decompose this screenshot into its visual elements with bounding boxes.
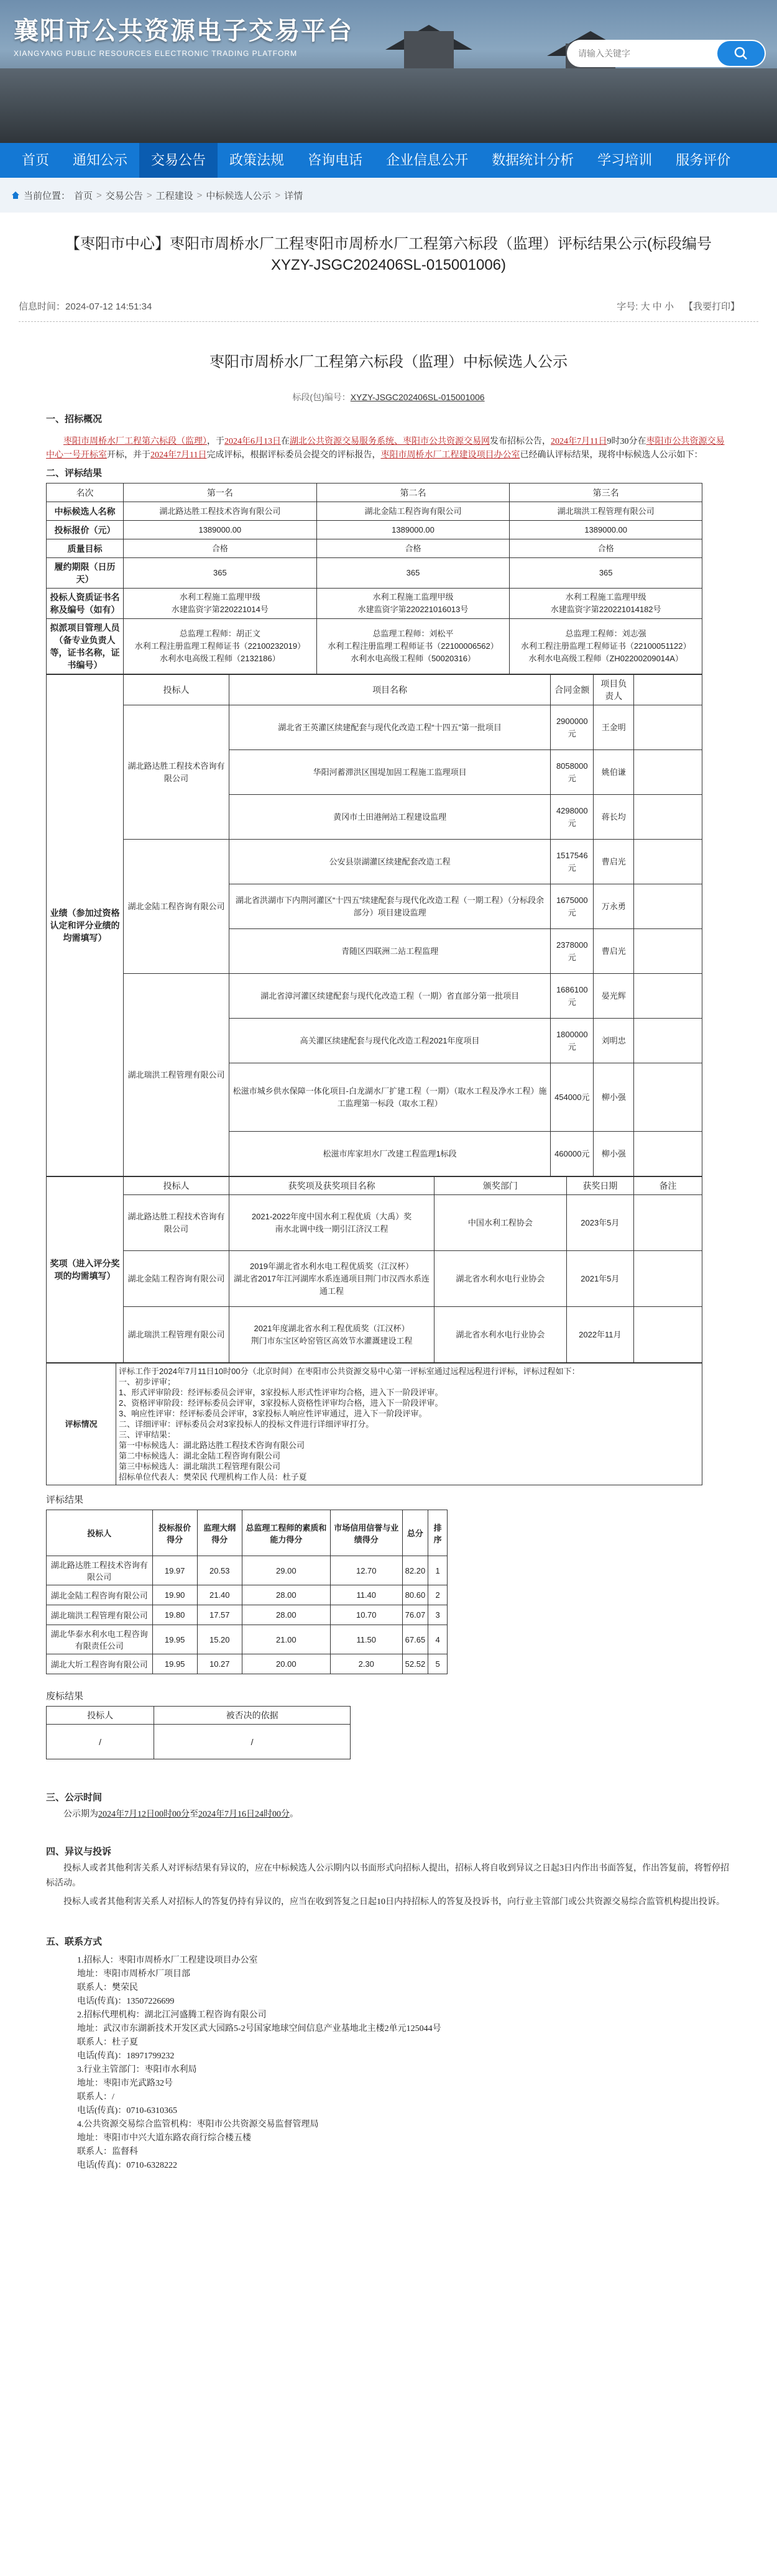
award-name: 2021年度湖北省水利工程优质奖（江汉杯） 荆门市东宝区岭窑管区高效节水灌溉建设工程	[229, 1307, 434, 1363]
performance-table	[46, 674, 702, 1176]
empty-cell	[634, 750, 702, 795]
nav-company-info[interactable]: 企业信息公开	[386, 152, 469, 168]
empty-cell	[634, 795, 702, 840]
awards-label: 奖项（进入评分奖项的均需填写）	[47, 1177, 124, 1363]
table-cell: 合格	[316, 539, 510, 558]
table-header: 投标人	[124, 675, 229, 705]
table-cell: 1389000.00	[124, 521, 317, 539]
contract-amount: 8058000元	[551, 750, 594, 795]
table-cell: 365	[316, 558, 510, 589]
contract-amount: 1686100元	[551, 974, 594, 1019]
project-lead: 曹启光	[594, 840, 634, 884]
contract-amount: 2378000元	[551, 929, 594, 974]
table-header: 投标人	[124, 1177, 229, 1195]
project-name: 湖北省洪湖市下内荆河灌区“十四五”续建配套与现代化改造工程（一期工程）（分标段余部分）项目建设监理	[229, 884, 551, 929]
contact-line: 地址：武汉市东湖新技术开发区武大园路5-2号国家地球空间信息产业基地北主楼2单元125044号	[77, 2024, 441, 2033]
table-row	[47, 1195, 702, 1251]
intro-paragraph	[46, 435, 731, 462]
table-header	[634, 675, 702, 705]
table-header: 投标报价得分	[152, 1510, 197, 1556]
table-header: 第三名	[510, 484, 702, 502]
breadcrumb-sep: >	[96, 190, 102, 201]
score-cell: 21.40	[197, 1585, 242, 1605]
table-header: 市场信用信誉与业绩得分	[330, 1510, 402, 1556]
nav-announcements[interactable]: 交易公告	[139, 143, 218, 178]
score-cell: 19.95	[152, 1625, 197, 1654]
table-header: 获奖日期	[566, 1177, 633, 1195]
venue: 枣阳市公共资源交易中心一号开标室	[46, 437, 725, 460]
breadcrumb-home[interactable]: 首页	[74, 190, 93, 201]
score-cell: 21.00	[242, 1625, 330, 1654]
score-cell: 2	[428, 1585, 448, 1605]
table-header: 第二名	[316, 484, 510, 502]
project-lead: 柳小强	[594, 1132, 634, 1176]
section-heading: 四、异议与投诉	[46, 1847, 112, 1857]
review-line: 3、响应性评审：经评标委员会评审，3家投标人响应性评审通过，进入下一阶段评审。	[119, 1409, 427, 1418]
table-cell: 水利工程施工监理甲级 水建监资字第220221014号	[124, 589, 317, 619]
complaint-paragraph: 投标人或者其他利害关系人对招标人的答复仍持有异议的，应当在收到答复之日起10日内持招标人的答复及投诉书，向行业主管部门或公共资源交易综合监管机构提出投诉。	[63, 1897, 725, 1907]
nav-notices[interactable]: 通知公示	[73, 152, 128, 168]
publish-platform: 湖北公共资源交易服务系统、枣阳市公共资源交易网	[290, 437, 490, 446]
score-cell: 2.30	[330, 1654, 402, 1674]
contact-line: 3.行业主管部门：枣阳市水利局	[77, 2065, 197, 2074]
void-reason: /	[154, 1725, 351, 1759]
row-label: 投标人资质证书名称及编号（如有）	[47, 589, 124, 619]
empty-cell	[634, 1019, 702, 1063]
section-heading: 五、联系方式	[46, 1937, 103, 1947]
city-skyline	[0, 68, 777, 143]
table-row	[47, 1585, 448, 1605]
text: 。	[290, 1810, 298, 1819]
home-icon	[11, 191, 20, 199]
site-logo[interactable]	[14, 11, 353, 58]
font-small-button[interactable]: 小	[664, 301, 674, 312]
table-cell: 总监理工程师：刘志强 水利工程注册监理工程师证书（22100051122） 水利水电高级工程师（ZH02200209014A）	[510, 619, 702, 674]
candidates-table	[46, 483, 702, 674]
table-cell: 1389000.00	[510, 521, 702, 539]
project-lead: 王金明	[594, 705, 634, 750]
font-medium-button[interactable]: 中	[652, 301, 662, 312]
score-cell: 52.52	[402, 1654, 428, 1674]
bidder-name: 湖北金陆工程咨询有限公司	[47, 1585, 153, 1605]
code-value: XYZY-JSGC202406SL-015001006	[350, 392, 485, 402]
table-header: 项目负责人	[594, 675, 634, 705]
project-name: 公安县崇湖灌区续建配套改造工程	[229, 840, 551, 884]
project-name: 松滋市城乡供水保障一体化项目-白龙湖水厂扩建工程（一期）（取水工程及净水工程）施工监理第一标段（取水工程）	[229, 1063, 551, 1132]
project-lead: 晏光辉	[594, 974, 634, 1019]
contract-amount: 2900000元	[551, 705, 594, 750]
review-line: 2、资格评审阶段：经评标委员会评审，3家投标人资格性评审均合格，进入下一阶段评审。	[119, 1398, 443, 1408]
contact-line: 联系人：监督科	[77, 2147, 138, 2157]
nav-statistics[interactable]: 数据统计分析	[492, 152, 574, 168]
project-name: 高关灌区续建配套与现代化改造工程2021年度项目	[229, 1019, 551, 1063]
table-header: 第一名	[124, 484, 317, 502]
score-cell: 20.00	[242, 1654, 330, 1674]
table-cell: 水利工程施工监理甲级 水建监资字第220221014182号	[510, 589, 702, 619]
table-header: 合同金额	[551, 675, 594, 705]
search-box	[567, 40, 766, 67]
row-label: 质量目标	[47, 539, 124, 558]
publicity-period	[46, 1807, 731, 1822]
void-table	[46, 1706, 351, 1759]
bidder-name: 湖北金陆工程咨询有限公司	[124, 840, 229, 974]
nav-training[interactable]: 学习培训	[597, 152, 653, 168]
contact-line: 电话(传真)：13507226699	[77, 1997, 175, 2006]
table-cell: 1389000.00	[316, 521, 510, 539]
review-line: 招标单位代表人：樊荣民 代理机构工作人员：杜子夏	[119, 1472, 307, 1482]
score-cell: 1	[428, 1556, 448, 1585]
table-header: 备注	[634, 1177, 702, 1195]
score-cell: 10.27	[197, 1654, 242, 1674]
table-cell: 总监理工程师：胡正文 水利工程注册监理工程师证书（22100232019） 水利水电高级工程师（2132186）	[124, 619, 317, 674]
intro-text: 已经确认评标结果，现将中标候选人公示如下：	[520, 451, 703, 460]
scores-table	[46, 1510, 448, 1674]
text: 至	[190, 1810, 198, 1819]
intro-text: 发布招标公告，	[490, 437, 551, 446]
search-icon	[734, 47, 748, 60]
table-row	[47, 521, 702, 539]
score-cell: 29.00	[242, 1556, 330, 1585]
score-cell: 5	[428, 1654, 448, 1674]
contract-amount: 1800000元	[551, 1019, 594, 1063]
score-cell: 28.00	[242, 1605, 330, 1625]
table-cell: 合格	[124, 539, 317, 558]
row-label: 履约期限（日历天）	[47, 558, 124, 589]
performance-label: 业绩（参加过资格认定和评分业绩的均需填写）	[47, 675, 124, 1176]
empty-cell	[634, 1063, 702, 1132]
bidder-name: 湖北路达胜工程技术咨询有限公司	[124, 705, 229, 840]
table-row	[47, 1251, 702, 1307]
site-subtitle: XIANGYANG PUBLIC RESOURCES ELECTRONIC TRADING PLATFORM	[14, 49, 298, 58]
table-row	[47, 1307, 702, 1363]
project-lead: 万永勇	[594, 884, 634, 929]
project-name: 湖北省王英灌区续建配套与现代化改造工程“十四五”第一批项目	[229, 705, 551, 750]
review-line: 第一中标候选人：湖北路达胜工程技术咨询有限公司	[119, 1441, 305, 1450]
section-heading: 二、评标结果	[46, 469, 103, 479]
contact-list	[77, 1954, 777, 2173]
contact-line: 地址：枣阳市周桥水厂项目部	[77, 1969, 190, 1979]
row-label: 中标候选人名称	[47, 502, 124, 521]
review-line: 1、形式评审阶段：经评标委员会评审，3家投标人形式性评审均合格，进入下一阶段评审。	[119, 1388, 443, 1397]
review-line: 二、详细评审：评标委员会对3家投标人的投标文件进行详细评审打分。	[119, 1419, 374, 1429]
breadcrumb	[0, 178, 777, 213]
contact-line: 地址：枣阳市光武路32号	[77, 2079, 173, 2088]
review-line: 评标工作于2024年7月11日10时00分（北京时间）在枣阳市公共资源交易中心第一评标室通过远程远程进行评标，评标过程如下：	[119, 1367, 580, 1376]
table-cell: 总监理工程师：刘松平 水利工程注册监理工程师证书（22100006562） 水利水电高级工程师（50020316）	[316, 619, 510, 674]
award-name: 2021-2022年度中国水利工程优质（大禹）奖 南水北调中线一期引江济汉工程	[229, 1195, 434, 1251]
table-header: 项目名称	[229, 675, 551, 705]
contract-amount: 1675000元	[551, 884, 594, 929]
review-line: 第二中标候选人：湖北金陆工程咨询有限公司	[119, 1451, 281, 1460]
section-code	[0, 391, 777, 403]
table-row	[47, 705, 702, 750]
table-cell: 湖北路达胜工程技术咨询有限公司	[124, 502, 317, 521]
score-cell: 19.90	[152, 1585, 197, 1605]
print-button[interactable]: 【我要打印】	[683, 301, 740, 312]
section-heading: 三、公示时间	[46, 1793, 103, 1803]
article-content	[0, 213, 777, 2576]
time-label: 信息时间：	[19, 301, 66, 312]
review-table	[46, 1363, 702, 1485]
review-label: 评标情况	[47, 1364, 116, 1485]
project-lead: 蒋长均	[594, 795, 634, 840]
empty-cell	[634, 1251, 702, 1307]
document-title: 枣阳市周桥水厂工程第六标段（监理）中标候选人公示	[209, 354, 568, 370]
bidder-name: 湖北路达胜工程技术咨询有限公司	[47, 1556, 153, 1585]
table-row	[47, 558, 702, 589]
contact-line: 2.招标代理机构：湖北江河盛腾工程咨询有限公司	[77, 2010, 267, 2020]
score-cell: 82.20	[402, 1556, 428, 1585]
project-name: 黄冈市土田港闸站工程建设监理	[229, 795, 551, 840]
empty-cell	[634, 1132, 702, 1176]
void-title: 废标结果	[46, 1692, 84, 1702]
intro-text: 在	[281, 437, 290, 446]
empty-cell	[634, 884, 702, 929]
award-name: 2019年湖北省水利水电工程优质奖（江汉杯） 湖北省2017年江河湖库水系连通项目荆门市汉西水系连通工程	[229, 1251, 434, 1307]
intro-text: 开标，并于	[107, 451, 150, 460]
nav-evaluation[interactable]: 服务评价	[676, 152, 731, 168]
void-head-bidder: 投标人	[47, 1707, 154, 1725]
breadcrumb-candidates[interactable]: 中标候选人公示	[206, 190, 272, 201]
bidder-name: 湖北大圻工程咨询有限公司	[47, 1654, 153, 1674]
tenderer: 枣阳市周桥水厂工程建设项目办公室	[380, 451, 520, 460]
code-label: 标段(包)编号：	[292, 392, 351, 402]
table-cell: 365	[124, 558, 317, 589]
font-large-button[interactable]: 大	[640, 301, 650, 312]
table-row	[47, 619, 702, 674]
score-cell: 28.00	[242, 1585, 330, 1605]
table-row	[47, 1654, 448, 1674]
table-row	[47, 589, 702, 619]
table-row	[47, 1605, 448, 1625]
score-cell: 20.53	[197, 1556, 242, 1585]
project-name: 华阳河蓄滞洪区围堤加固工程施工监理项目	[229, 750, 551, 795]
table-header: 投标人	[47, 1510, 153, 1556]
table-row	[47, 1625, 448, 1654]
bidder-name: 湖北瑞洪工程管理有限公司	[124, 1307, 229, 1363]
score-cell: 3	[428, 1605, 448, 1625]
project-lead: 姚伯谦	[594, 750, 634, 795]
score-cell: 19.97	[152, 1556, 197, 1585]
award-dept: 湖北省水利水电行业协会	[434, 1251, 567, 1307]
empty-cell	[634, 929, 702, 974]
empty-cell	[634, 840, 702, 884]
table-row	[47, 840, 702, 884]
bidder-name: 湖北瑞洪工程管理有限公司	[47, 1605, 153, 1625]
table-cell: 湖北瑞洪工程管理有限公司	[510, 502, 702, 521]
score-cell: 4	[428, 1625, 448, 1654]
date: 2024年6月13日	[224, 437, 281, 446]
contact-line: 电话(传真)：0710-6328222	[77, 2161, 177, 2170]
score-cell: 19.95	[152, 1654, 197, 1674]
intro-text: 9时30分在	[607, 437, 646, 446]
empty-cell	[634, 1195, 702, 1251]
score-cell: 10.70	[330, 1605, 402, 1625]
contact-line: 1.招标人：枣阳市周桥水厂工程建设项目办公室	[77, 1956, 258, 1965]
contact-line: 联系人：樊荣民	[77, 1983, 138, 1992]
score-cell: 11.50	[330, 1625, 402, 1654]
review-line: 一、初步评审；	[119, 1377, 176, 1387]
publish-time: 2024-07-12 14:51:34	[65, 301, 152, 312]
contact-line: 地址：枣阳市中兴大道东路农商行综合楼五楼	[77, 2134, 251, 2143]
contract-amount: 454000元	[551, 1063, 594, 1132]
contact-line: 电话(传真)：18971799232	[77, 2051, 175, 2061]
breadcrumb-sep: >	[196, 190, 203, 201]
table-cell: 合格	[510, 539, 702, 558]
project-name: 湖北省漳河灌区续建配套与现代化改造工程（一期）省直部分第一批项目	[229, 974, 551, 1019]
contract-amount: 1517546元	[551, 840, 594, 884]
site-title: 襄阳市公共资源电子交易平台	[14, 17, 353, 45]
breadcrumb-label: 当前位置：	[24, 190, 71, 201]
breadcrumb-sep: >	[275, 190, 281, 201]
table-row	[47, 1556, 448, 1585]
table-header: 排序	[428, 1510, 448, 1556]
score-cell: 76.07	[402, 1605, 428, 1625]
table-header: 监理大纲得分	[197, 1510, 242, 1556]
table-row	[47, 502, 702, 521]
score-cell: 15.20	[197, 1625, 242, 1654]
award-date: 2023年5月	[566, 1195, 633, 1251]
bidder-name: 湖北金陆工程咨询有限公司	[124, 1251, 229, 1307]
project-name: 松滋市库家坦水厂改建工程监理1标段	[229, 1132, 551, 1176]
bidder-name: 湖北路达胜工程技术咨询有限公司	[124, 1195, 229, 1251]
date: 2024年7月11日	[150, 451, 207, 460]
awards-table	[46, 1176, 702, 1363]
project-lead: 曹启光	[594, 929, 634, 974]
bidder-name: 湖北瑞洪工程管理有限公司	[124, 974, 229, 1176]
intro-text: 完成评标，根据评标委员会提交的评标报告，	[206, 451, 381, 460]
table-header: 总分	[402, 1510, 428, 1556]
review-line: 三、评审结果：	[119, 1430, 176, 1439]
bidder-name: 湖北华泰水利水电工程咨询有限责任公司	[47, 1625, 153, 1654]
void-head-reason: 被否决的依据	[154, 1707, 351, 1725]
page-title: 【枣阳市中心】枣阳市周桥水厂工程枣阳市周桥水厂工程第六标段（监理）评标结果公示(标段编号XYZY-JSGC202406SL-015001006)	[65, 236, 712, 273]
award-date: 2022年11月	[566, 1307, 633, 1363]
score-cell: 80.60	[402, 1585, 428, 1605]
score-cell: 11.40	[330, 1585, 402, 1605]
score-title: 评标结果	[46, 1495, 84, 1505]
font-size-label: 字号:	[617, 301, 638, 312]
article-meta	[19, 300, 758, 322]
project-name: 枣阳市周桥水厂工程第六标段（监理）	[63, 437, 207, 446]
nav-policies[interactable]: 政策法规	[229, 152, 285, 168]
date: 2024年7月11日	[551, 437, 607, 446]
review-details	[116, 1364, 702, 1485]
score-cell: 12.70	[330, 1556, 402, 1585]
breadcrumb-sep: >	[146, 190, 152, 201]
table-header: 颁奖部门	[434, 1177, 567, 1195]
score-cell: 67.65	[402, 1625, 428, 1654]
contract-amount: 4298000元	[551, 795, 594, 840]
period-end: 2024年7月16日24时00分	[198, 1810, 290, 1819]
contact-line: 联系人：/	[77, 2092, 114, 2102]
project-name: 青随区四联洲二站工程监理	[229, 929, 551, 974]
score-cell: 17.57	[197, 1605, 242, 1625]
breadcrumb-announcements[interactable]: 交易公告	[105, 190, 143, 201]
contact-line: 4.公共资源交易综合监管机构：枣阳市公共资源交易监督管理局	[77, 2120, 319, 2129]
table-cell: 水利工程施工监理甲级 水建监资字第220221016013号	[316, 589, 510, 619]
table-header: 名次	[47, 484, 124, 502]
text: 公示期为	[63, 1810, 98, 1819]
table-header: 总监理工程师的素质和能力得分	[242, 1510, 330, 1556]
contract-amount: 460000元	[551, 1132, 594, 1176]
project-lead: 刘明忠	[594, 1019, 634, 1063]
section-heading: 一、招标概况	[46, 415, 103, 424]
table-cell: 湖北金陆工程咨询有限公司	[316, 502, 510, 521]
project-lead: 柳小强	[594, 1063, 634, 1132]
contact-line: 联系人：杜子夏	[77, 2038, 138, 2047]
breadcrumb-current: 详情	[284, 190, 303, 201]
breadcrumb-construction[interactable]: 工程建设	[155, 190, 193, 201]
period-start: 2024年7月12日00时00分	[98, 1810, 190, 1819]
header-banner	[0, 0, 777, 143]
award-dept: 湖北省水利水电行业协会	[434, 1307, 567, 1363]
search-input[interactable]	[578, 48, 717, 58]
empty-cell	[634, 974, 702, 1019]
table-row	[47, 974, 702, 1019]
row-label: 投标报价（元）	[47, 521, 124, 539]
objection-paragraph: 投标人或者其他利害关系人对评标结果有异议的，应在中标候选人公示期内以书面形式向招标人提出，招标人将自收到异议之日起3日内作出书面答复，作出答复前，将暂停招标活动。	[46, 1864, 729, 1888]
search-button[interactable]	[717, 41, 765, 66]
intro-text: ，于	[207, 437, 224, 446]
award-date: 2021年5月	[566, 1251, 633, 1307]
award-dept: 中国水利工程协会	[434, 1195, 567, 1251]
table-row	[47, 539, 702, 558]
review-line: 第三中标候选人：湖北瑞洪工程管理有限公司	[119, 1462, 281, 1471]
main-nav	[0, 143, 777, 178]
nav-hotline[interactable]: 咨询电话	[308, 152, 363, 168]
table-cell: 365	[510, 558, 702, 589]
row-label: 拟派项目管理人员（备专业负责人等，证书名称，证书编号）	[47, 619, 124, 674]
nav-home[interactable]: 首页	[22, 152, 50, 168]
table-header: 获奖项及获奖项目名称	[229, 1177, 434, 1195]
empty-cell	[634, 705, 702, 750]
empty-cell	[634, 1307, 702, 1363]
contact-line: 电话(传真)：0710-6310365	[77, 2106, 177, 2115]
score-cell: 19.80	[152, 1605, 197, 1625]
void-bidder: /	[47, 1725, 154, 1759]
